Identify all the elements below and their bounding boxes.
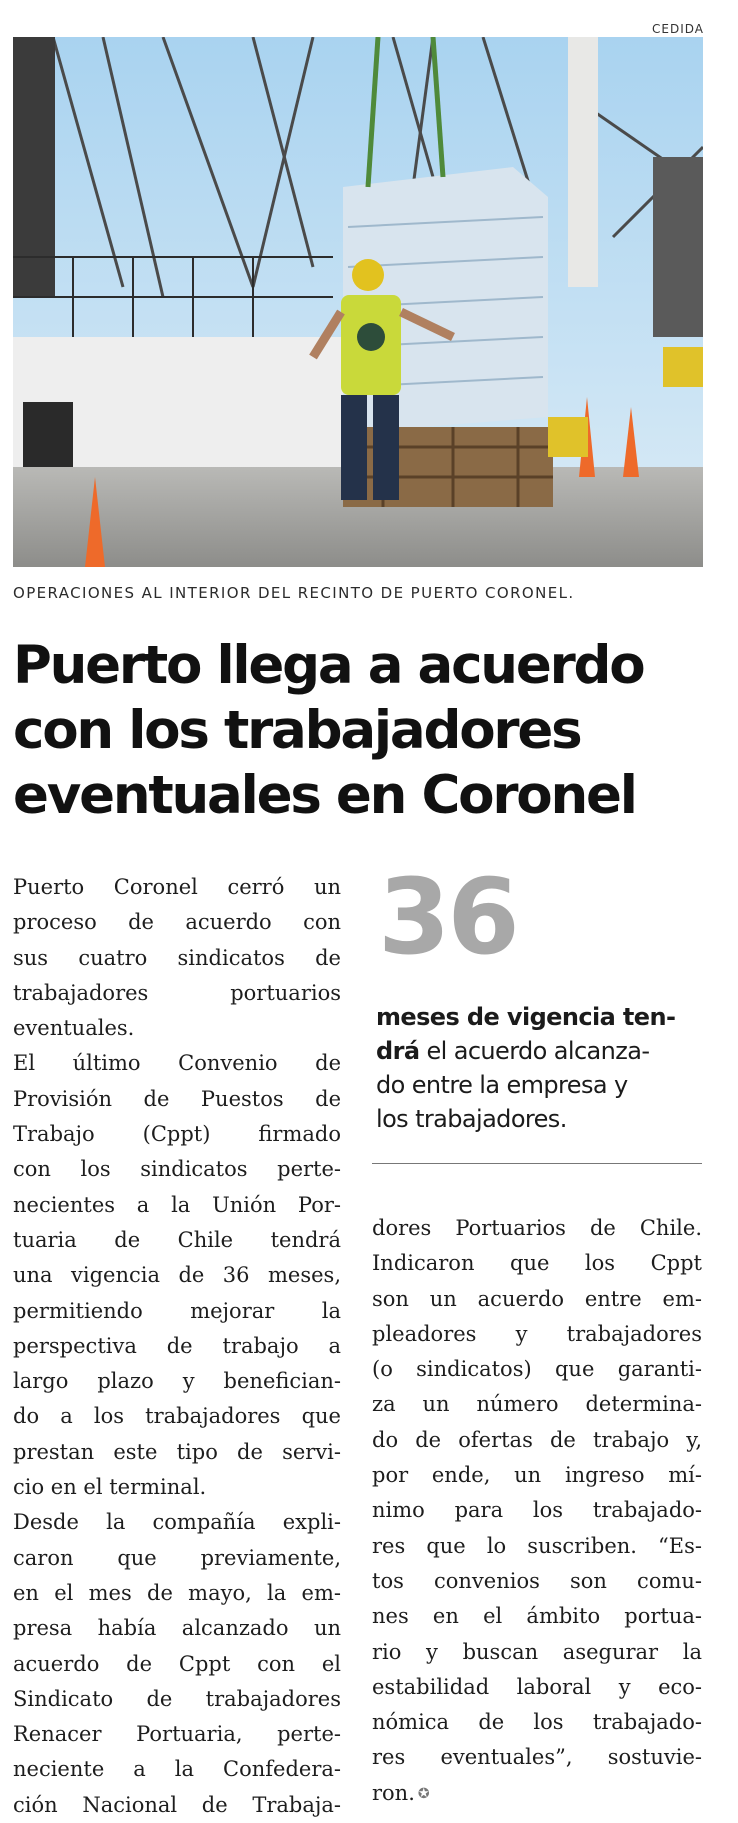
body-line: presa había alcanzado un <box>13 1616 341 1641</box>
body-line: nes en el ámbito portua- <box>372 1604 702 1629</box>
body-line: trabajadores portuarios <box>13 980 341 1005</box>
body-line: tos convenios son comu- <box>372 1568 702 1593</box>
body-line: acuerdo de Cppt con el <box>13 1651 341 1676</box>
stat-bold-line: meses de vigencia ten- <box>376 1003 676 1031</box>
photo-credit: CEDIDA <box>652 22 704 36</box>
headline <box>13 633 728 828</box>
body-line: ron. <box>372 1780 415 1805</box>
body-line: pleadores y trabajadores <box>372 1321 702 1346</box>
body-line: tuaria de Chile tendrá <box>13 1227 341 1252</box>
divider <box>372 1163 702 1164</box>
headline-line: Puerto llega a acuerdo <box>13 635 644 696</box>
body-line: neciente a la Confedera- <box>13 1757 341 1782</box>
body-line: son un acuerdo entre em- <box>372 1286 702 1311</box>
body-line: caron que previamente, <box>13 1545 341 1570</box>
stat-text: el acuerdo alcanza- <box>426 1037 650 1065</box>
body-line: con los sindicatos perte- <box>13 1157 341 1182</box>
body-line: El último Convenio de <box>13 1051 341 1076</box>
body-line: en el mes de mayo, la em- <box>13 1580 341 1605</box>
article-photo <box>13 37 703 567</box>
body-line: sus cuatro sindicatos de <box>13 945 341 970</box>
body-line: ción Nacional de Trabaja- <box>13 1792 341 1817</box>
stat-bold-word: drá <box>376 1037 420 1065</box>
body-line: por ende, un ingreso mí- <box>372 1463 702 1488</box>
body-line: necientes a la Unión Por- <box>13 1192 341 1217</box>
photo-caption: OPERACIONES AL INTERIOR DEL RECINTO DE PUERTO CORONEL. <box>13 584 575 602</box>
body-line: Trabajo (Cppt) firmado <box>13 1122 341 1147</box>
body-line: res eventuales”, sostuvie- <box>372 1745 702 1770</box>
port-worker-photo <box>13 37 703 567</box>
body-line: Provisión de Puestos de <box>13 1086 341 1111</box>
body-line: largo plazo y benefician- <box>13 1369 341 1394</box>
body-line: nómica de los trabajado- <box>372 1710 702 1735</box>
stat-text: los trabajadores. <box>376 1105 567 1133</box>
body-line: prestan este tipo de servi- <box>13 1439 341 1464</box>
body-line: una vigencia de 36 meses, <box>13 1263 341 1288</box>
body-line: (o sindicatos) que garanti- <box>372 1357 702 1382</box>
stat-number: 36 <box>378 856 517 978</box>
body-line: do a los trabajadores que <box>13 1404 341 1429</box>
body-line: proceso de acuerdo con <box>13 910 341 935</box>
body-line: do de ofertas de trabajo y, <box>372 1427 702 1452</box>
body-line: rio y buscan asegurar la <box>372 1639 702 1664</box>
stat-text: do entre la empresa y <box>376 1071 628 1099</box>
body-line: eventuales. <box>13 1016 135 1041</box>
body-line: Desde la compañía expli- <box>13 1510 341 1535</box>
body-column-1 <box>13 870 341 1823</box>
headline-line: con los trabajadores <box>13 700 581 761</box>
body-line: Renacer Portuaria, perte- <box>13 1722 341 1747</box>
end-mark-icon: ✪ <box>417 1785 430 1802</box>
body-line: cio en el terminal. <box>13 1475 207 1500</box>
body-line: nimo para los trabajado- <box>372 1498 702 1523</box>
stat-description <box>376 1000 702 1136</box>
body-line: Puerto Coronel cerró un <box>13 875 341 899</box>
body-line: permitiendo mejorar la <box>13 1298 341 1323</box>
body-line: Sindicato de trabajadores <box>13 1686 341 1711</box>
body-line: res que lo suscriben. “Es- <box>372 1533 702 1558</box>
headline-line: eventuales en Coronel <box>13 765 636 826</box>
body-line: perspectiva de trabajo a <box>13 1333 341 1358</box>
body-line: Indicaron que los Cppt <box>372 1251 702 1276</box>
body-line: za un número determina- <box>372 1392 702 1417</box>
body-line: dores Portuarios de Chile. <box>372 1216 702 1240</box>
body-line: estabilidad laboral y eco- <box>372 1674 702 1699</box>
body-column-2 <box>372 1211 702 1812</box>
